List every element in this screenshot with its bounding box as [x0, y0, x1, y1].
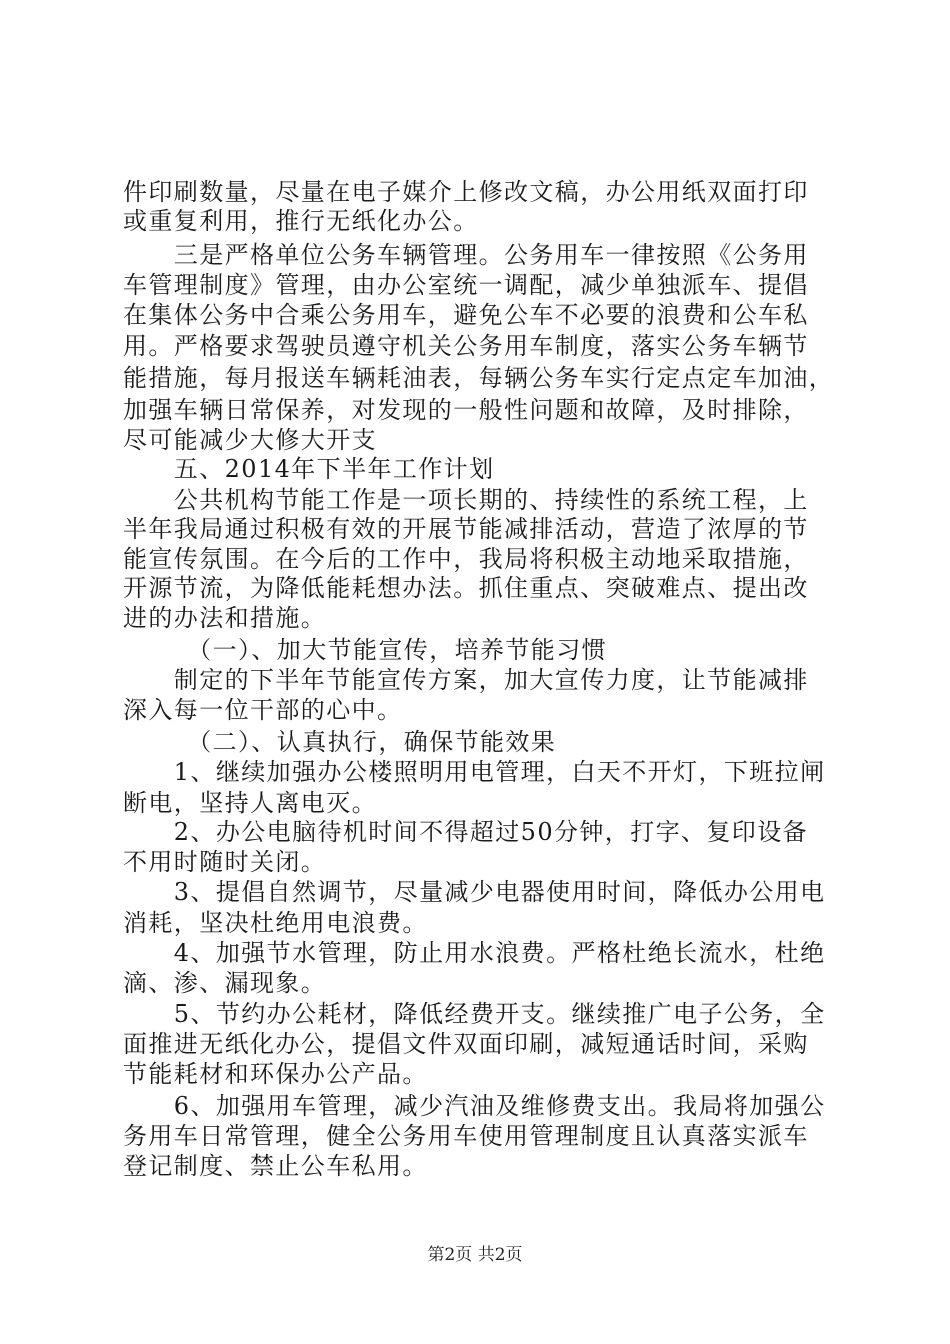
text-line: 件印刷数量，尽量在电子媒介上修改文稿，办公用纸双面打印: [123, 178, 809, 206]
text-line: 深入每一位干部的心中。: [123, 696, 403, 724]
text-line: 节能耗材和环保办公产品。: [123, 1060, 428, 1088]
text-line: 用。严格要求驾驶员遵守机关公务用车制度，落实公务车辆节: [123, 332, 809, 360]
subsection-heading: （一）、加大节能宣传，培养节能习惯: [123, 636, 607, 664]
text-line: 滴、渗、漏现象。: [123, 969, 327, 997]
text-line: 2、办公电脑待机时间不得超过50分钟，打字、复印设备: [123, 818, 809, 846]
text-line: 不用时随时关闭。: [123, 848, 327, 876]
text-line: 车管理制度》管理，由办公室统一调配，减少单独派车、提倡: [123, 271, 809, 299]
page-number-footer: 第2页 共2页: [427, 1245, 523, 1265]
section-heading: 五、2014年下半年工作计划: [123, 455, 495, 483]
subsection-heading: （二）、认真执行，确保节能效果: [123, 728, 557, 756]
text-line: 能宣传氛围。在今后的工作中，我局将积极主动地采取措施，: [123, 545, 809, 573]
text-line: 或重复利用，推行无纸化办公。: [123, 207, 479, 235]
text-line: 消耗，坚决杜绝用电浪费。: [123, 909, 428, 937]
text-line: 加强车辆日常保养，对发现的一般性问题和故障，及时排除，: [123, 396, 809, 424]
text-line: 尽可能减少大修大开支: [123, 426, 377, 454]
text-line: 6、加强用车管理，减少汽油及维修费支出。我局将加强公: [123, 1092, 826, 1120]
text-line: 能措施，每月报送车辆耗油表，每辆公务车实行定点定车加油，: [123, 364, 835, 392]
text-line: 在集体公务中合乘公务用车，避免公车不必要的浪费和公车私: [123, 301, 809, 329]
text-line: 面推进无纸化办公，提倡文件双面印刷，减短通话时间，采购: [123, 1030, 809, 1058]
text-line: 务用车日常管理，健全公务用车使用管理制度且认真落实派车: [123, 1122, 809, 1150]
text-line: 3、提倡自然调节，尽量减少电器使用时间，降低办公用电: [123, 878, 826, 906]
text-line: 三是严格单位公务车辆管理。公务用车一律按照《公务用: [123, 241, 809, 269]
text-line: 制定的下半年节能宣传方案，加大宣传力度，让节能减排: [123, 666, 809, 694]
text-line: 断电，坚持人离电灭。: [123, 789, 377, 817]
text-line: 进的办法和措施。: [123, 604, 327, 632]
text-line: 4、加强节水管理，防止用水浪费。严格杜绝长流水，杜绝: [123, 939, 826, 967]
text-line: 5、节约办公耗材，降低经费开支。继续推广电子公务，全: [123, 1000, 826, 1028]
text-line: 1、继续加强办公楼照明用电管理，白天不开灯，下班拉闸: [123, 758, 826, 786]
text-line: 登记制度、禁止公车私用。: [123, 1152, 428, 1180]
text-line: 半年我局通过积极有效的开展节能减排活动，营造了浓厚的节: [123, 515, 809, 543]
text-line: 开源节流，为降低能耗想办法。抓住重点、突破难点、提出改: [123, 574, 809, 602]
text-line: 公共机构节能工作是一项长期的、持续性的系统工程，上: [123, 486, 809, 514]
